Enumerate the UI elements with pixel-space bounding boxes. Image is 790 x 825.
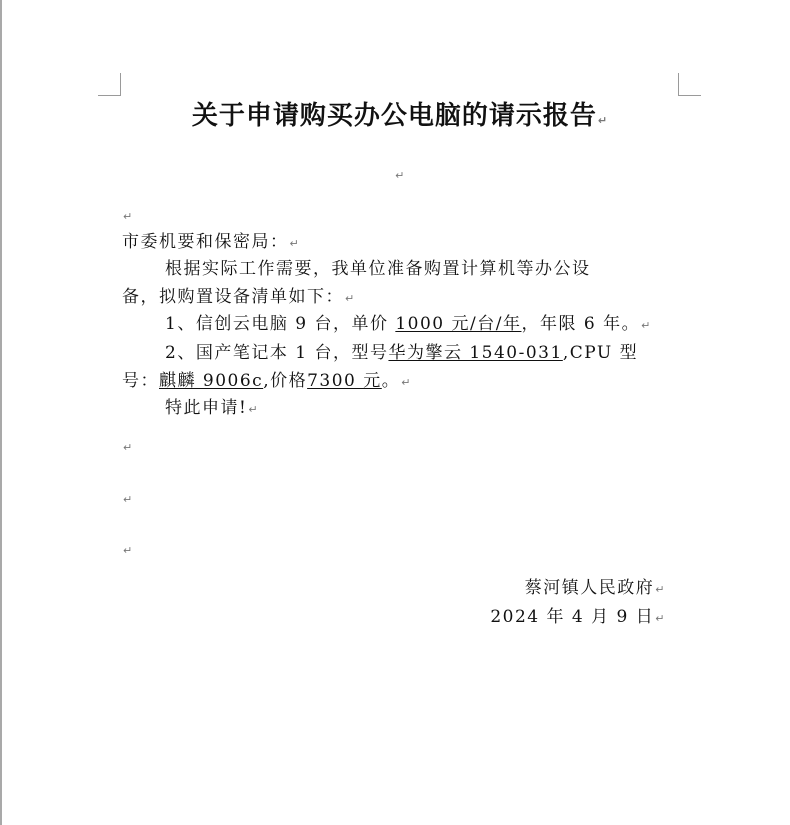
item1-prefix: 1、信创云电脑 9 台，单价 <box>165 314 396 334</box>
empty-paragraph <box>122 201 678 231</box>
intro-line-2 <box>122 283 678 313</box>
paragraph-mark-icon: ↵ <box>597 114 609 127</box>
list-item-2-cont <box>122 367 678 397</box>
closing-line <box>122 394 678 424</box>
empty-paragraph <box>122 484 678 514</box>
item2-price-label: ,价格 <box>263 371 308 391</box>
intro-line-1 <box>122 255 678 283</box>
item2-mid: ,CPU 型 <box>562 343 639 363</box>
paragraph-mark-icon: ↵ <box>655 612 666 625</box>
list-item-2 <box>122 339 678 367</box>
closing-text: 特此申请! <box>165 398 248 418</box>
paragraph-mark-icon: ↵ <box>641 319 652 332</box>
title-text: 关于申请购买办公电脑的请示报告 <box>191 101 597 131</box>
paragraph-mark-icon: ↵ <box>345 292 356 305</box>
paragraph-mark-icon: ↵ <box>248 403 260 416</box>
margin-corner-top-left <box>98 73 121 96</box>
intro-text-2: 备，拟购置设备清单如下： <box>122 287 344 307</box>
addressee-text: 市委机要和保密局： <box>122 232 289 252</box>
item2-model: 华为擎云 1540-031 <box>388 343 563 363</box>
paragraph-mark-icon: ↵ <box>123 441 134 454</box>
signature-date <box>122 603 678 633</box>
paragraph-mark-icon: ↵ <box>395 169 406 182</box>
item2-cpu-label: 号： <box>122 371 159 391</box>
paragraph-mark-icon: ↵ <box>123 493 134 506</box>
item2-suffix: 。 <box>381 371 401 391</box>
paragraph-mark-icon: ↵ <box>289 237 301 250</box>
item2-prefix: 2、国产笔记本 1 台，型号 <box>165 343 389 363</box>
item1-price: 1000 元/台/年 <box>395 314 522 334</box>
paragraph-mark-icon: ↵ <box>123 544 134 557</box>
page-left-edge <box>0 0 2 825</box>
empty-paragraph <box>122 432 678 462</box>
paragraph-mark-icon: ↵ <box>401 376 412 389</box>
item2-cpu: 麒麟 9006c <box>159 371 264 391</box>
margin-corner-top-right <box>678 73 701 96</box>
signature-org <box>122 574 678 604</box>
paragraph-mark-icon: ↵ <box>655 583 666 596</box>
signature-org-text: 蔡河镇人民政府 <box>524 578 655 598</box>
signature-date-text: 2024 年 4 月 9 日 <box>490 607 655 627</box>
document-title <box>122 98 678 139</box>
list-item-1 <box>122 310 678 340</box>
intro-text-1: 根据实际工作需要，我单位准备购置计算机等办公设 <box>165 259 591 279</box>
item1-suffix: ，年限 6 年。 <box>521 314 641 334</box>
item2-price: 7300 元 <box>307 371 382 391</box>
empty-paragraph <box>122 160 678 190</box>
empty-paragraph <box>122 535 678 565</box>
addressee <box>122 228 678 258</box>
paragraph-mark-icon: ↵ <box>123 210 134 223</box>
